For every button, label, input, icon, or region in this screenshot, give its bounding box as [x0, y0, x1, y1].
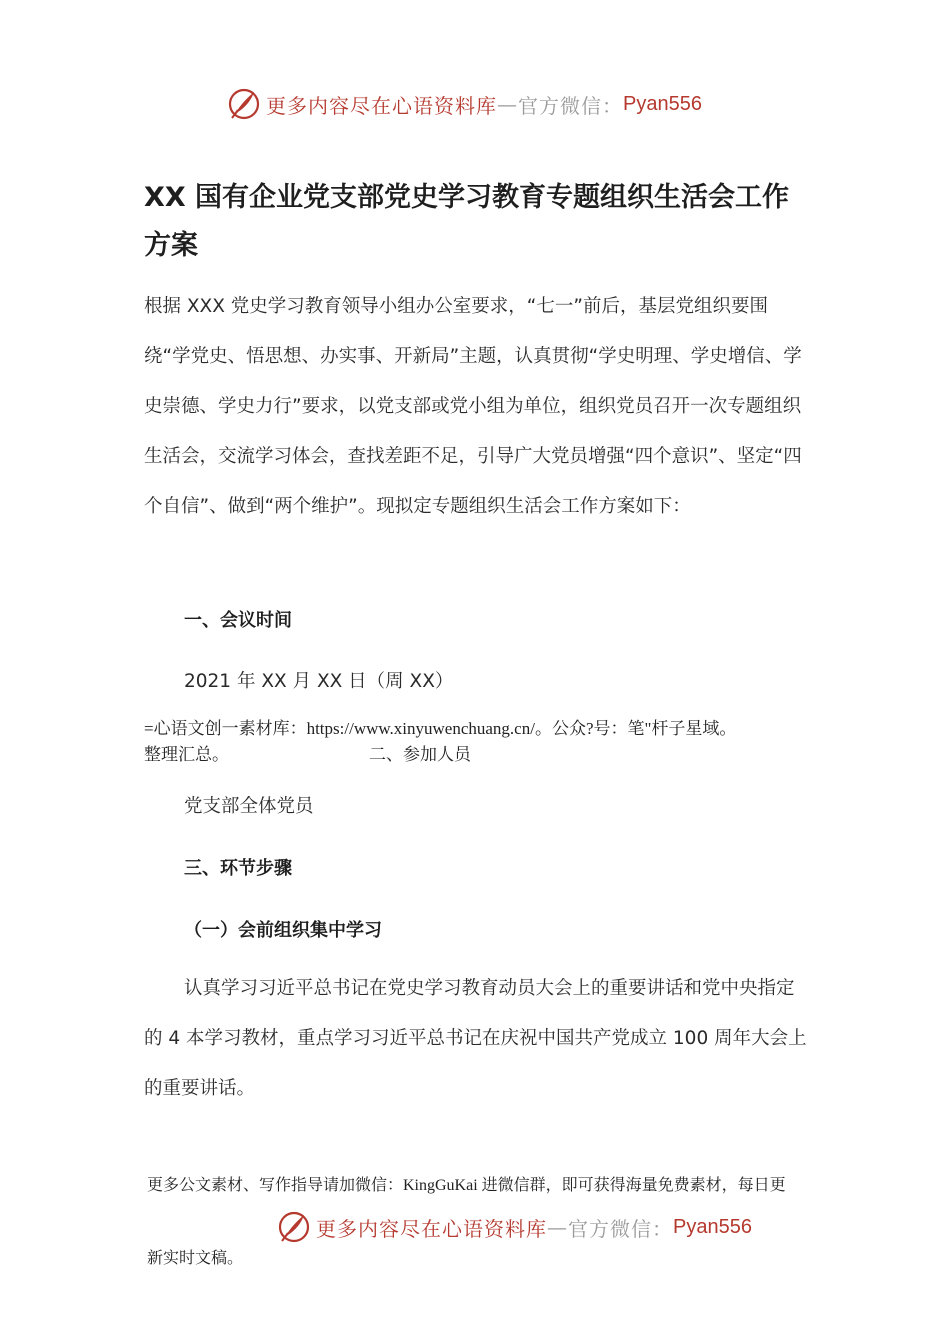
banner-separator: — — [547, 1215, 568, 1239]
source-note-line2: 整理汇总。 — [144, 745, 229, 764]
banner-separator: — — [497, 92, 518, 116]
source-note — [144, 716, 834, 768]
source-note-line1: =心语文创一素材库：https://www.xinyuwenchuang.cn/。公众?号：笔"杆子星域。 — [144, 719, 737, 738]
subsection-heading-study: （一）会前组织集中学习 — [184, 920, 382, 941]
footer-note-line2: 新实时文稿。 — [147, 1250, 244, 1267]
banner-wechat-label: 官方微信： — [518, 93, 623, 118]
study-paragraph: 认真学习习近平总书记在党史学习教育动员大会上的重要讲话和党中央指定的 4 本学习教材，重点学习习近平总书记在庆祝中国共产党成立 100 周年大会上的重要讲话。 — [144, 978, 807, 1099]
banner-wechat-id: Pyan556 — [623, 92, 702, 115]
section-heading-meeting-time: 一、会议时间 — [184, 610, 292, 631]
banner-wechat-label: 官方微信： — [568, 1216, 673, 1241]
document-title: XX 国有企业党支部党史学习教育专题组织生活会工作方案 — [144, 182, 790, 261]
banner-main-text: 更多内容尽在心语资料库 — [316, 1216, 547, 1241]
quill-logo-icon — [226, 86, 262, 122]
section-heading-steps: 三、环节步骤 — [184, 858, 292, 879]
meeting-date: 2021 年 XX 月 XX 日（周 XX） — [184, 671, 454, 692]
quill-logo-icon — [276, 1209, 312, 1245]
intro-paragraph: 根据 XXX 党史学习教育领导小组办公室要求，“七一”前后，基层党组织要围绕“学党史、悟思想、办实事、开新局”主题，认真贯彻“学史明理、学史增信、学史崇德、学史力行”要求，以党支部或党小组为单位，组织党员召开一次专题组织生活会，交流学习体会，查找差距不足，引导广大党员增强“四个意识”、坚定“四个自信”、做到“两个维护”。现拟定专题组织生活会工作方案如下： — [144, 296, 802, 517]
banner-wechat-id: Pyan556 — [673, 1215, 752, 1238]
banner-main-text: 更多内容尽在心语资料库 — [266, 93, 497, 118]
footer-banner — [276, 1209, 752, 1245]
attendees-text: 党支部全体党员 — [184, 796, 314, 817]
footer-note-line1: 更多公文素材、写作指导请加微信：KingGuKai 进微信群，即可获得海量免费素材，每日更 — [147, 1177, 786, 1194]
section-heading-attendees: 二、参加人员 — [369, 745, 471, 764]
header-banner — [226, 86, 702, 122]
